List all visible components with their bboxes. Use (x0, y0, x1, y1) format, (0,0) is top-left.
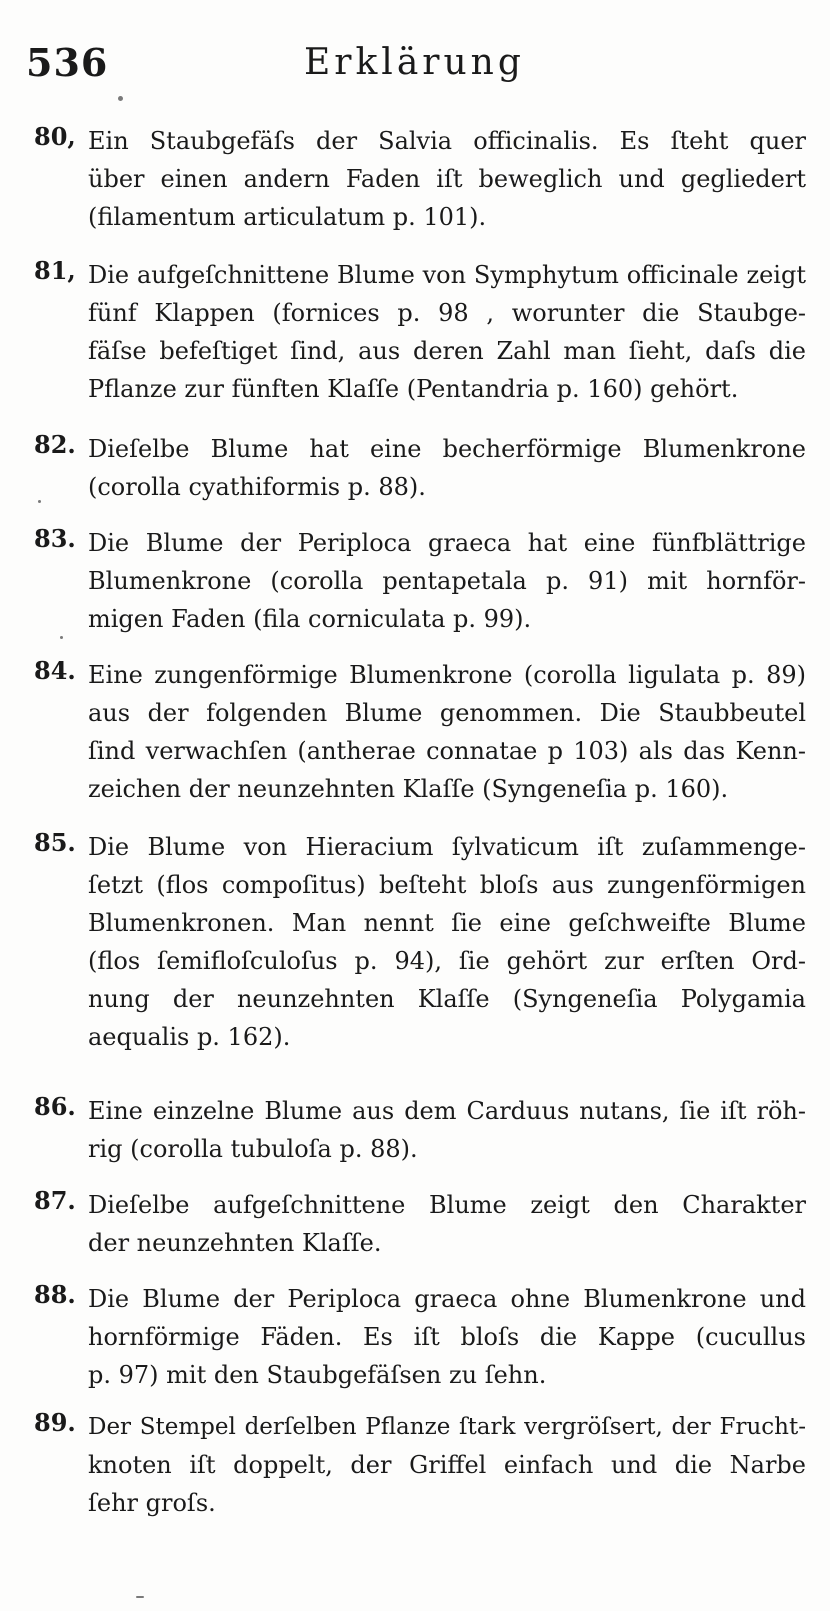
entry-number: 82. (34, 430, 76, 459)
text-line: (corolla cyathiformis p. 88). (88, 473, 426, 501)
entry-number: 81, (34, 256, 76, 285)
entry-text (88, 524, 806, 638)
text-line: (flos ſemifloſculoſus p. 94), ſie gehört zur erſten Ord- (88, 947, 806, 975)
entry-text (88, 828, 806, 1056)
text-line: Eine zungenförmige Blumenkrone (corolla ligulata p. 89) (88, 661, 806, 689)
text-line: Dieſelbe aufgeſchnittene Blume zeigt den Charakter (88, 1191, 806, 1219)
entry-number: 89. (34, 1408, 76, 1437)
text-line: Pflanze zur fünften Klaſſe (Pentandria p. 160) gehört. (88, 375, 739, 403)
text-line: Dieſelbe Blume hat eine becherförmige Blumenkrone (88, 435, 806, 463)
text-line: aus der folgenden Blume genommen. Die Staubbeutel (88, 699, 806, 727)
text-line: Ein Staubgefäſs der Salvia officinalis. Es ſteht quer (88, 127, 806, 155)
page-number: 536 (26, 40, 109, 85)
entry-text (88, 122, 806, 236)
text-line: Blumenkrone (corolla pentapetala p. 91) mit hornför- (88, 567, 806, 595)
text-line: knoten iſt doppelt, der Griffel einfach und die Narbe (88, 1451, 806, 1479)
page-header (26, 40, 826, 100)
text-line: ſind verwachſen (antherae connatae p 103) als das Kenn- (88, 737, 806, 765)
text-line: Der Stempel derſelben Pflanze ſtark vergröſsert, der Frucht- (88, 1414, 806, 1440)
text-line: ſetzt (flos compoſitus) beſteht bloſs aus zungenförmigen (88, 871, 806, 899)
entry-number: 87. (34, 1186, 76, 1215)
text-line: Die Blume der Periploca graeca ohne Blumenkrone und (88, 1285, 806, 1313)
entry-number: 88. (34, 1280, 76, 1309)
text-line: fünf Klappen (fornices p. 98 , worunter die Staubge- (88, 299, 806, 327)
entry-number: 83. (34, 524, 76, 553)
text-line: Die aufgeſchnittene Blume von Symphytum officinale zeigt (88, 261, 806, 289)
entry-number: 85. (34, 828, 76, 857)
entry-text (88, 656, 806, 808)
text-line: Eine einzelne Blume aus dem Carduus nutans, ſie iſt röh- (88, 1097, 806, 1125)
entry-text (88, 256, 806, 408)
scan-speck (136, 1596, 144, 1598)
text-line: hornförmige Fäden. Es iſt bloſs die Kappe (cucullus (88, 1323, 806, 1351)
text-line: nung der neunzehnten Klaſſe (Syngeneſia Polygamia (88, 985, 806, 1013)
text-line: fäſse befeſtiget ſind, aus deren Zahl man ſieht, daſs die (88, 337, 806, 365)
entry-text (88, 430, 806, 506)
running-title: Erklärung (304, 42, 525, 83)
text-line: Die Blume von Hieracium ſylvaticum iſt zuſammenge- (88, 833, 806, 861)
entry-number: 86. (34, 1092, 76, 1121)
text-line: (filamentum articulatum p. 101). (88, 203, 487, 231)
entry-text (88, 1280, 806, 1394)
entry-text (88, 1186, 806, 1262)
text-line: zeichen der neunzehnten Klaſſe (Syngeneſia p. 160). (88, 775, 729, 803)
entry-text (88, 1408, 806, 1522)
scan-speck (38, 500, 41, 503)
text-line: über einen andern Faden iſt beweglich und gegliedert (88, 165, 806, 193)
scan-speck (60, 636, 63, 639)
scan-speck (118, 96, 123, 101)
text-line: rig (corolla tubuloſa p. 88). (88, 1135, 418, 1163)
text-line: p. 97) mit den Staubgefäſsen zu ſehn. (88, 1361, 547, 1389)
text-line: Blumenkronen. Man nennt ſie eine geſchweifte Blume (88, 909, 806, 937)
entry-number: 80, (34, 122, 76, 151)
entry-number: 84. (34, 656, 76, 685)
text-line: aequalis p. 162). (88, 1023, 291, 1051)
text-line: Die Blume der Periploca graeca hat eine fünfblättrige (88, 529, 806, 557)
entry-text (88, 1092, 806, 1168)
text-line: migen Faden (fila corniculata p. 99). (88, 605, 532, 633)
text-line: ſehr groſs. (88, 1489, 216, 1517)
text-line: der neunzehnten Klaſſe. (88, 1229, 382, 1257)
